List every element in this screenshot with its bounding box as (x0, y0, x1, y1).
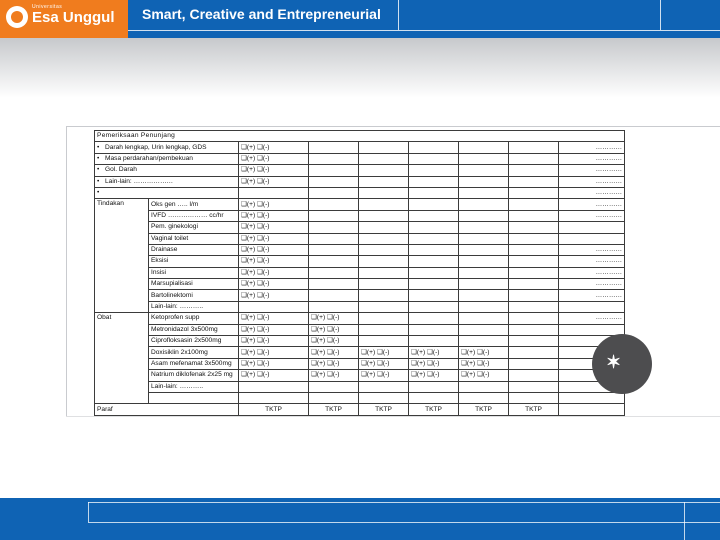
bullet-icon: • (97, 189, 100, 197)
test-label: Darah lengkap, Urin lengkap, GDS (105, 143, 207, 151)
notes-field: ………… (559, 244, 625, 255)
choice-checkboxes[interactable]: ❑(+) ❑(-) (239, 256, 309, 267)
table-row (95, 244, 625, 255)
choice-checkboxes[interactable]: ❑(+) ❑(-) (239, 210, 309, 221)
choice-checkboxes[interactable]: ❑(+) ❑(-) (359, 347, 409, 358)
header-shadow-band (0, 38, 720, 98)
choice-checkboxes[interactable]: ❑(+) ❑(-) (309, 370, 359, 381)
bullet-icon: • (97, 177, 100, 185)
table-row (95, 210, 625, 221)
table-row (95, 358, 625, 369)
table-row (95, 324, 625, 335)
choice-checkboxes[interactable]: ❑(+) ❑(-) (239, 233, 309, 244)
test-label: Masa perdarahan/pembekuan (105, 154, 193, 162)
table-row (95, 187, 625, 198)
choice-checkboxes[interactable]: ❑(+) ❑(-) (309, 358, 359, 369)
choice-checkboxes[interactable]: ❑(+) ❑(-) (239, 279, 309, 290)
header-line (128, 30, 720, 31)
logo-subtext: Universitas (32, 4, 63, 10)
choice-checkboxes[interactable]: ❑(+) ❑(-) (239, 176, 309, 187)
choice-checkboxes[interactable]: ❑(+) ❑(-) (239, 290, 309, 301)
table-row (95, 131, 625, 142)
bullet-icon: • (97, 154, 100, 162)
section-title-tindakan: Tindakan (95, 199, 149, 313)
choice-checkboxes[interactable]: ❑(+) ❑(-) (239, 347, 309, 358)
table-row (95, 199, 625, 210)
choice-checkboxes[interactable]: ❑(+) ❑(-) (309, 336, 359, 347)
notes-field: ………… (559, 290, 625, 301)
table-row (95, 176, 625, 187)
table-row (95, 142, 625, 153)
procedure-label: Pem. ginekologi (149, 222, 239, 233)
logo-emblem-icon (6, 6, 28, 28)
choice-checkboxes[interactable]: ❑(+) ❑(-) (239, 358, 309, 369)
notes-field: ………… (559, 210, 625, 221)
table-row (95, 222, 625, 233)
procedure-label: Drainase (149, 244, 239, 255)
table-row (95, 233, 625, 244)
footer-line (88, 522, 720, 523)
choice-checkboxes[interactable]: ❑(+) ❑(-) (239, 244, 309, 255)
university-logo (0, 0, 128, 38)
paraf-value: TKTP (239, 404, 309, 415)
procedure-label: Bartolinektomi (149, 290, 239, 301)
choice-checkboxes[interactable]: ❑(+) ❑(-) (239, 370, 309, 381)
notes-field: ………… (559, 176, 625, 187)
drug-label: Ketoprofen supp (149, 313, 239, 324)
table-row (95, 267, 625, 278)
notes-field: ………… (559, 165, 625, 176)
notes-field: ………… (559, 187, 625, 198)
notes-field: ………… (559, 279, 625, 290)
procedure-label: IVFD ……………… cc/hr (149, 210, 239, 221)
choice-checkboxes[interactable]: ❑(+) ❑(-) (459, 370, 509, 381)
choice-checkboxes[interactable]: ❑(+) ❑(-) (359, 370, 409, 381)
choice-checkboxes[interactable]: ❑(+) ❑(-) (239, 199, 309, 210)
paraf-value: TKTP (459, 404, 509, 415)
notes-field: ………… (559, 267, 625, 278)
drug-label: Ciprofloksasin 2x500mg (149, 336, 239, 347)
table-row (95, 165, 625, 176)
table-row (95, 392, 625, 403)
slide-footer (0, 498, 720, 540)
procedure-label: Marsupialisasi (149, 279, 239, 290)
test-label: Gol. Darah (105, 166, 137, 174)
paraf-value: TKTP (309, 404, 359, 415)
choice-checkboxes[interactable]: ❑(+) ❑(-) (309, 313, 359, 324)
table-row (95, 370, 625, 381)
choice-checkboxes[interactable]: ❑(+) ❑(-) (239, 142, 309, 153)
notes-field: ………… (559, 153, 625, 164)
notes-field: ………… (559, 199, 625, 210)
table-row (95, 290, 625, 301)
choice-checkboxes[interactable]: ❑(+) ❑(-) (359, 358, 409, 369)
drug-label: Natrium diklofenak 2x25 mg (149, 370, 239, 381)
tagline: Smart, Creative and Entrepreneurial (142, 6, 381, 22)
choice-checkboxes[interactable]: ❑(+) ❑(-) (239, 165, 309, 176)
choice-checkboxes[interactable]: ❑(+) ❑(-) (309, 324, 359, 335)
choice-checkboxes[interactable]: ❑(+) ❑(-) (239, 313, 309, 324)
choice-checkboxes[interactable]: ❑(+) ❑(-) (239, 324, 309, 335)
table-row (95, 256, 625, 267)
drug-label: Doxisiklin 2x100mg (149, 347, 239, 358)
table-row (95, 301, 625, 312)
header-divider (398, 0, 399, 30)
choice-checkboxes[interactable]: ❑(+) ❑(-) (239, 153, 309, 164)
drug-label: Lain-lain: ……….. (149, 381, 239, 392)
test-label: Lain-lain: ……………… (105, 177, 174, 185)
footer-divider (88, 502, 89, 522)
paraf-value: TKTP (359, 404, 409, 415)
notes-field: ………… (559, 142, 625, 153)
logo-text: Esa Unggul (32, 9, 115, 26)
side-badge-icon: ✶ (592, 334, 652, 394)
paraf-value: TKTP (509, 404, 559, 415)
table-row (95, 313, 625, 324)
choice-checkboxes[interactable]: ❑(+) ❑(-) (239, 267, 309, 278)
section-title-penunjang: Pemeriksaan Penunjang (95, 131, 625, 142)
choice-checkboxes[interactable]: ❑(+) ❑(-) (409, 347, 459, 358)
notes-field: ………… (559, 313, 625, 324)
footer-divider (684, 502, 685, 540)
table-row (95, 279, 625, 290)
procedure-label: Eksisi (149, 256, 239, 267)
choice-checkboxes[interactable]: ❑(+) ❑(-) (459, 358, 509, 369)
table-row (95, 336, 625, 347)
procedure-label: Oks gen ….. l/m (149, 199, 239, 210)
table-row (95, 153, 625, 164)
procedure-label: Vaginal toilet (149, 233, 239, 244)
section-title-obat: Obat (95, 313, 149, 404)
drug-label: Metronidazol 3x500mg (149, 324, 239, 335)
choice-checkboxes[interactable]: ❑(+) ❑(-) (459, 347, 509, 358)
choice-checkboxes[interactable]: ❑(+) ❑(-) (409, 370, 459, 381)
bullet-icon: • (97, 166, 100, 174)
procedure-label: Lain-lain: ……….. (149, 301, 239, 312)
notes-field: ………… (559, 256, 625, 267)
table-row (95, 404, 625, 415)
header-divider (660, 0, 661, 30)
drug-label: Asam mefenamat 3x500mg (149, 358, 239, 369)
image-frame-edge (66, 416, 720, 417)
slide-header (0, 0, 720, 38)
choice-checkboxes[interactable]: ❑(+) ❑(-) (409, 358, 459, 369)
footer-line (88, 502, 720, 503)
examination-form-table (94, 130, 625, 416)
choice-checkboxes[interactable]: ❑(+) ❑(-) (239, 222, 309, 233)
table-row (95, 381, 625, 392)
bullet-icon: • (97, 143, 100, 151)
paraf-label: Paraf (95, 404, 239, 415)
procedure-label: Insisi (149, 267, 239, 278)
table-row (95, 347, 625, 358)
choice-checkboxes[interactable]: ❑(+) ❑(-) (239, 336, 309, 347)
choice-checkboxes[interactable]: ❑(+) ❑(-) (309, 347, 359, 358)
paraf-value: TKTP (409, 404, 459, 415)
